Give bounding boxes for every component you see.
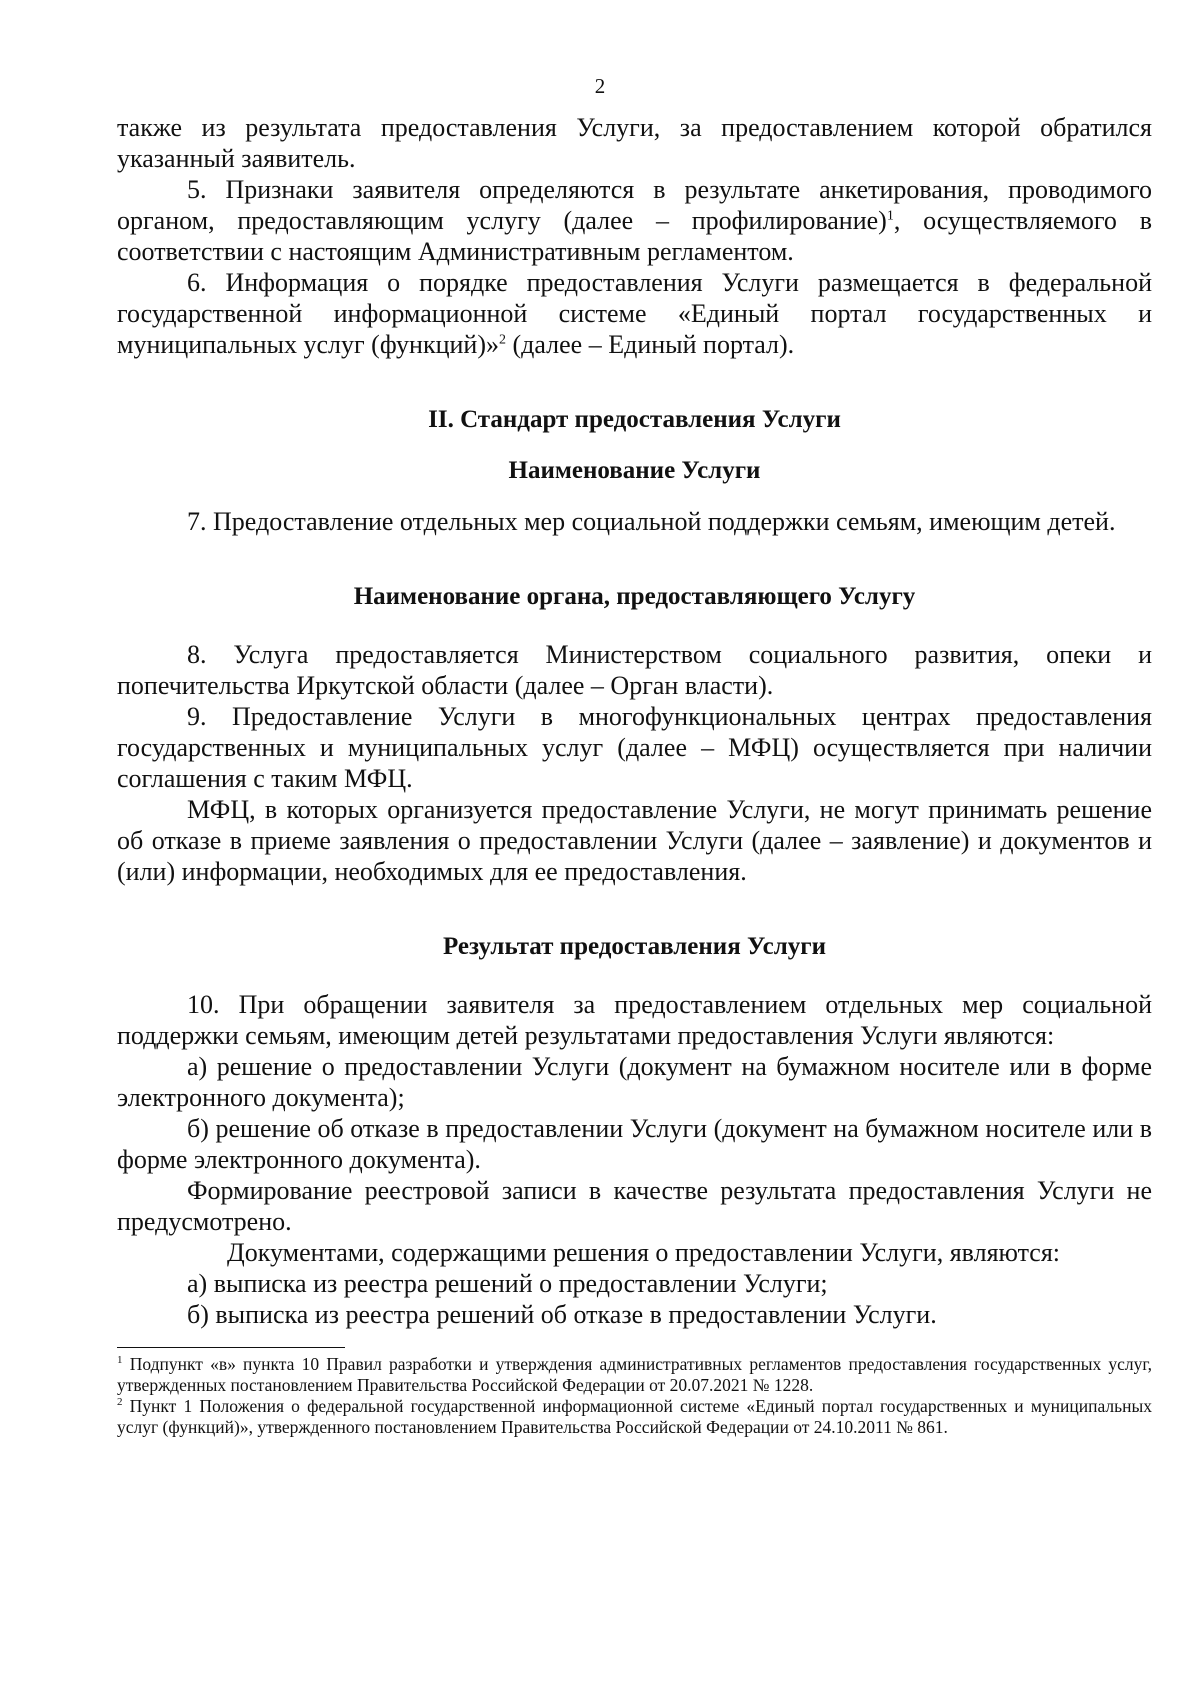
paragraph-7: 7. Предоставление отдельных мер социальной поддержки семьям, имеющим детей. <box>187 507 1116 536</box>
paragraph-6 <box>117 267 1152 360</box>
footnote-2-text: Пункт 1 Положения о федеральной государственной информационной системе «Единый портал государственных и муниципальных услуг (функций)», утвержденного постановлением Правительства Российской Федерации от 24.10.2011 № 861. <box>117 1396 1152 1437</box>
paragraph-10c: Формирование реестровой записи в качестве результата предоставления Услуги не предусмотрено. <box>117 1176 1152 1236</box>
paragraph-10a: а) решение о предоставлении Услуги (документ на бумажном носителе или в форме электронного документа); <box>117 1052 1152 1112</box>
heading-result: Результат предоставления Услуги <box>442 933 826 960</box>
paragraph-8: 8. Услуга предоставляется Министерством социального развития, опеки и попечительства Иркутской области (далее – Орган власти). <box>117 640 1152 700</box>
page-number: 2 <box>594 74 606 98</box>
document-body <box>117 112 1152 1330</box>
footnote-1-text: Подпункт «в» пункта 10 Правил разработки и утверждения административных регламентов предоставления государственных услуг, утвержденных постановлением Правительства Российской Федерации от 20.07.2021 № 1228. <box>117 1354 1152 1395</box>
paragraph-5-tail: , осуществляемого в соответствии с настоящим Административным регламентом. <box>117 206 1152 266</box>
paragraph-10e: а) выписка из реестра решений о предоставлении Услуги; <box>187 1269 828 1298</box>
footnote-ref-2[interactable]: 2 <box>499 332 506 348</box>
footnote-2 <box>117 1396 1152 1438</box>
heading-organ-name: Наименование органа, предоставляющего Услугу <box>353 583 916 610</box>
paragraph-9: 9. Предоставление Услуги в многофункциональных центрах предоставления государственных и муниципальных услуг (далее – МФЦ) осуществляется при наличии соглашения с таким МФЦ. <box>117 702 1152 793</box>
paragraph-10d: Документами, содержащими решения о предоставлении Услуги, являются: <box>227 1238 1061 1267</box>
footnote-divider <box>117 1347 345 1348</box>
footnote-1-mark: 1 <box>117 1354 123 1367</box>
paragraph-6-text: 6. Информация о порядке предоставления Услуги размещается в федеральной государственной информационной системе «Единый портал государственных и муниципальных услуг (функций)» <box>117 268 1152 359</box>
footnotes <box>117 1354 1152 1438</box>
paragraph-10b: б) решение об отказе в предоставлении Услуги (документ на бумажном носителе или в форме электронного документа). <box>117 1114 1152 1174</box>
paragraph-5-text: 5. Признаки заявителя определяются в результате анкетирования, проводимого органом, предоставляющим услугу (далее – профилирование) <box>117 175 1152 235</box>
paragraph-5 <box>117 174 1152 267</box>
footnote-2-mark: 2 <box>117 1396 123 1409</box>
paragraph-10f: б) выписка из реестра решений об отказе в предоставлении Услуги. <box>187 1300 937 1329</box>
section-heading: II. Стандарт предоставления Услуги <box>428 406 841 433</box>
heading-service-name: Наименование Услуги <box>508 457 761 484</box>
paragraph-9b: МФЦ, в которых организуется предоставление Услуги, не могут принимать решение об отказе в приеме заявления о предоставлении Услуги (далее – заявление) и документов и (или) информации, необходимых для ее предоставления. <box>117 795 1152 886</box>
paragraph-continuation: также из результата предоставления Услуги, за предоставлением которой обратился указанный заявитель. <box>117 113 1152 173</box>
paragraph-6-tail: (далее – Единый портал). <box>506 330 795 359</box>
footnote-1 <box>117 1354 1152 1396</box>
paragraph-10: 10. При обращении заявителя за предоставлением отдельных мер социальной поддержки семьям, имеющим детей результатами предоставления Услуги являются: <box>117 990 1152 1050</box>
footnote-ref-1[interactable]: 1 <box>886 208 894 224</box>
